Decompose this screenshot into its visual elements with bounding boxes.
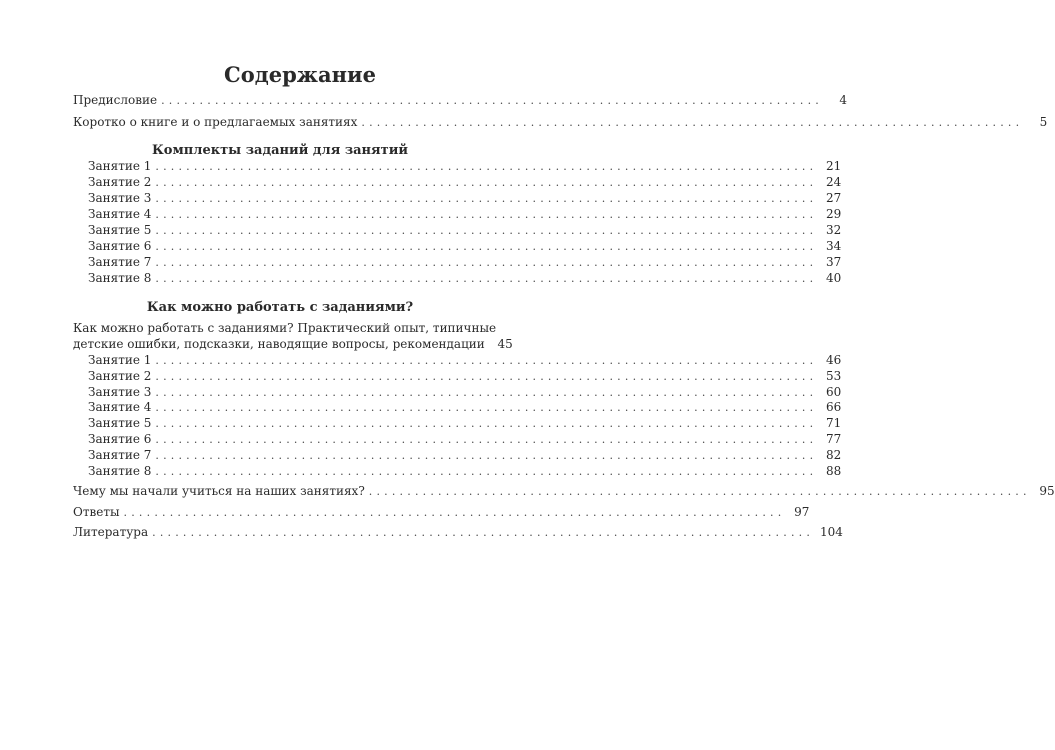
- toc-entry-lesson[interactable]: [88, 223, 842, 239]
- toc-entry-label: Занятие 6: [88, 239, 152, 253]
- toc-page-number: 95: [1039, 484, 1055, 498]
- toc-entry-label: Предисловие: [73, 93, 158, 107]
- page-title: Содержание: [224, 62, 376, 87]
- toc-page-number: 46: [826, 353, 842, 367]
- toc-entry-lesson[interactable]: [88, 207, 842, 223]
- toc-page-number: 82: [826, 447, 842, 462]
- dot-leader: ......................................................................................: [152, 526, 815, 539]
- toc-page-number: 5: [1039, 115, 1048, 129]
- toc-page-number: 21: [826, 159, 842, 173]
- toc-entry-lesson[interactable]: [88, 271, 842, 287]
- toc-entry-about[interactable]: [73, 115, 1048, 131]
- toc-page-number: 60: [826, 384, 842, 399]
- dot-leader: ......................................................................................: [368, 485, 1031, 498]
- toc-page-number: 77: [826, 432, 842, 446]
- toc-entry-answers[interactable]: [73, 505, 810, 521]
- dot-leader: ......................................................................................: [155, 417, 818, 431]
- dot-leader: ......................................................................................: [155, 385, 818, 399]
- toc-page-number: 66: [826, 400, 842, 415]
- toc-page-number: 40: [826, 271, 842, 285]
- toc-page-number: 37: [826, 255, 842, 269]
- toc-entry-label: Занятие 8: [88, 463, 152, 478]
- toc-entry-intro-line1[interactable]: Как можно работать с заданиями? Практический опыт, типичные: [73, 321, 497, 335]
- toc-entry-label: Занятие 4: [88, 400, 152, 415]
- toc-entry-lesson[interactable]: [88, 447, 842, 464]
- toc-page-number: 24: [826, 175, 842, 189]
- toc-entry-label: Занятие 5: [88, 223, 152, 237]
- dot-leader: ......................................................................................: [155, 401, 818, 415]
- toc-entry-lesson[interactable]: [88, 239, 842, 255]
- toc-entry-lesson[interactable]: [88, 463, 842, 480]
- dot-leader: ......................................................................................: [161, 94, 823, 107]
- dot-leader: ......................................................................................: [155, 369, 818, 383]
- toc-entry-label: Занятие 3: [88, 191, 152, 205]
- toc-entry-lesson[interactable]: [88, 353, 842, 369]
- dot-leader: ......................................................................................: [155, 176, 818, 189]
- toc-page-number: 29: [826, 207, 842, 221]
- toc-entry-label: Занятие 7: [88, 255, 152, 269]
- toc-entry-label: Занятие 2: [88, 368, 152, 383]
- toc-entry-label: Чему мы начали учиться на наших занятиях?: [73, 484, 365, 498]
- toc-page-number: 34: [826, 239, 842, 253]
- toc-page-number: 45: [497, 337, 513, 351]
- toc-page-number: 88: [826, 463, 842, 478]
- section-heading-how-to-work: Как можно работать с заданиями?: [146, 300, 414, 315]
- dot-leader: ......................................................................................: [155, 160, 818, 173]
- toc-entry-lesson[interactable]: [88, 159, 842, 175]
- toc-entry-preface[interactable]: [73, 93, 847, 109]
- toc-entry-lesson[interactable]: [88, 368, 842, 385]
- toc-entry-intro[interactable]: [73, 337, 513, 353]
- toc-entry-what-we-learned[interactable]: [73, 484, 1055, 500]
- toc-entry-label: Занятие 5: [88, 416, 152, 431]
- toc-entry-lesson[interactable]: [88, 416, 842, 432]
- toc-page-number: 32: [826, 223, 842, 237]
- toc-entry-label: Занятие 7: [88, 447, 152, 462]
- toc-entry-label: Занятие 2: [88, 175, 152, 189]
- toc-page-number: 97: [794, 505, 810, 519]
- dot-leader: ......................................................................................: [155, 208, 818, 221]
- toc-entry-literature[interactable]: [73, 525, 843, 541]
- dot-leader: ......................................................................................: [155, 256, 818, 269]
- dot-leader: ......................................................................................: [155, 272, 818, 285]
- toc-page-number: 104: [820, 525, 843, 539]
- dot-leader: ......................................................................................: [361, 116, 1024, 129]
- toc-entry-lesson[interactable]: [88, 384, 842, 401]
- toc-page-number: 4: [839, 93, 847, 107]
- toc-entry-lesson[interactable]: [88, 255, 842, 271]
- dot-leader: ......................................................................................: [155, 464, 818, 478]
- section-heading-task-sets: Комплекты заданий для занятий: [151, 143, 408, 158]
- dot-leader: ......................................................................................: [155, 240, 818, 253]
- toc-entry-label: Занятие 4: [88, 207, 152, 221]
- toc-entry-lesson[interactable]: [88, 175, 842, 191]
- toc-page-number: 53: [826, 368, 842, 383]
- toc-page-number: 71: [826, 416, 842, 431]
- toc-entry-label: Занятие 1: [88, 353, 152, 367]
- toc-page-number: 27: [826, 191, 842, 205]
- toc-entry-label: Коротко о книге и о предлагаемых занятиях: [73, 115, 358, 129]
- toc-entry-label: Занятие 6: [88, 432, 152, 446]
- toc-entry-label: Занятие 3: [88, 384, 152, 399]
- dot-leader: ......................................................................................: [155, 192, 818, 205]
- toc-entry-label: Ответы: [73, 505, 120, 519]
- toc-entry-label: Литература: [73, 525, 149, 539]
- toc-entry-label: Занятие 8: [88, 271, 152, 285]
- toc-entry-lesson[interactable]: [88, 400, 842, 416]
- dot-leader: ......................................................................................: [155, 433, 818, 446]
- toc-entry-label: Занятие 1: [88, 159, 152, 173]
- dot-leader: ......................................................................................: [155, 354, 818, 367]
- toc-entry-label: детские ошибки, подсказки, наводящие вопросы, рекомендации: [73, 337, 485, 351]
- dot-leader: ......................................................................................: [155, 224, 818, 237]
- toc-entry-lesson[interactable]: [88, 432, 842, 448]
- toc-entry-lesson[interactable]: [88, 191, 842, 207]
- dot-leader: ......................................................................................: [123, 506, 786, 519]
- dot-leader: ......................................................................................: [155, 448, 818, 462]
